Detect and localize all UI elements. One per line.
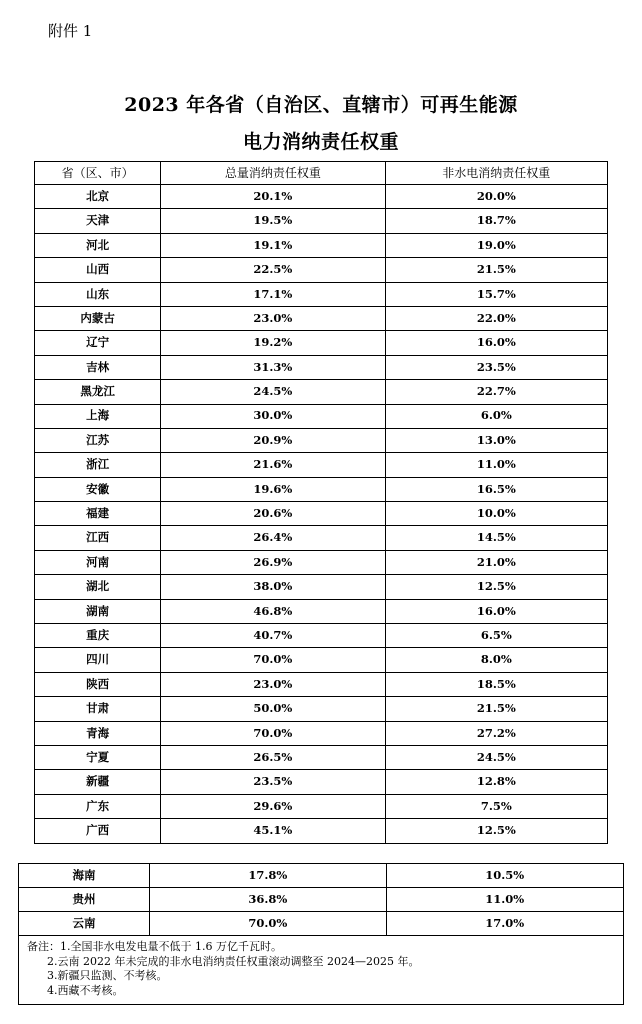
table-row	[35, 819, 608, 843]
total-weight-cell: 23.0%	[161, 672, 385, 696]
province-cell: 山西	[35, 258, 161, 282]
non-hydro-weight-cell: 27.2%	[385, 721, 607, 745]
non-hydro-weight-cell: 12.5%	[385, 575, 607, 599]
non-hydro-weight-cell: 12.8%	[385, 770, 607, 794]
table-row	[35, 428, 608, 452]
non-hydro-weight-cell: 11.0%	[385, 453, 607, 477]
document-title-line2: 电力消纳责任权重	[242, 131, 399, 153]
table-row	[35, 258, 608, 282]
notes-row	[19, 936, 624, 1005]
total-weight-cell: 17.1%	[161, 282, 385, 306]
total-weight-cell: 70.0%	[161, 721, 385, 745]
total-weight-cell: 19.1%	[161, 233, 385, 257]
province-cell: 河北	[35, 233, 161, 257]
province-cell: 广西	[35, 819, 161, 843]
province-cell: 内蒙古	[35, 306, 161, 330]
total-weight-cell: 45.1%	[161, 819, 385, 843]
non-hydro-weight-cell: 16.0%	[385, 331, 607, 355]
non-hydro-weight-cell: 16.5%	[385, 477, 607, 501]
total-weight-cell: 20.1%	[161, 185, 385, 209]
non-hydro-weight-cell: 12.5%	[385, 819, 607, 843]
province-cell: 陕西	[35, 672, 161, 696]
document-title-line1: 2023 年各省（自治区、直辖市）可再生能源	[124, 94, 518, 116]
table-row	[35, 648, 608, 672]
non-hydro-weight-cell: 21.5%	[385, 697, 607, 721]
table-row	[35, 599, 608, 623]
table-row	[19, 864, 624, 888]
non-hydro-weight-cell: 14.5%	[385, 526, 607, 550]
non-hydro-weight-cell: 8.0%	[385, 648, 607, 672]
province-cell: 青海	[35, 721, 161, 745]
province-cell: 北京	[35, 185, 161, 209]
total-weight-cell: 70.0%	[161, 648, 385, 672]
province-cell: 湖南	[35, 599, 161, 623]
table-row	[35, 185, 608, 209]
table-row	[35, 794, 608, 818]
note-line: 4.西藏不考核。	[47, 983, 124, 997]
non-hydro-weight-cell: 15.7%	[385, 282, 607, 306]
province-cell: 江苏	[35, 428, 161, 452]
province-cell: 重庆	[35, 624, 161, 648]
province-cell: 浙江	[35, 453, 161, 477]
non-hydro-weight-cell: 22.0%	[385, 306, 607, 330]
table-row	[35, 453, 608, 477]
non-hydro-weight-cell: 23.5%	[385, 355, 607, 379]
province-cell: 湖北	[35, 575, 161, 599]
total-weight-cell: 20.9%	[161, 428, 385, 452]
table-row	[35, 380, 608, 404]
non-hydro-weight-cell: 21.5%	[385, 258, 607, 282]
total-weight-cell: 17.8%	[150, 864, 386, 888]
table-row	[35, 624, 608, 648]
notes-cell	[19, 936, 624, 1005]
table-row	[35, 404, 608, 428]
table-header-row	[35, 162, 608, 185]
table-row	[35, 550, 608, 574]
table-row	[35, 745, 608, 769]
note-line: 2.云南 2022 年未完成的非水电消纳责任权重滚动调整至 2024—2025 年。	[47, 954, 420, 968]
total-weight-cell: 26.9%	[161, 550, 385, 574]
province-cell: 新疆	[35, 770, 161, 794]
note-line: 3.新疆只监测、不考核。	[47, 969, 168, 983]
table-row	[35, 697, 608, 721]
table-row	[35, 721, 608, 745]
table-row	[35, 477, 608, 501]
total-weight-cell: 22.5%	[161, 258, 385, 282]
table-row	[35, 331, 608, 355]
province-cell: 海南	[19, 864, 150, 888]
province-cell: 福建	[35, 502, 161, 526]
non-hydro-weight-cell: 18.5%	[385, 672, 607, 696]
non-hydro-weight-cell: 7.5%	[385, 794, 607, 818]
total-weight-cell: 40.7%	[161, 624, 385, 648]
province-cell: 宁夏	[35, 745, 161, 769]
province-cell: 云南	[19, 912, 150, 936]
column-header: 总量消纳责任权重	[161, 162, 385, 185]
total-weight-cell: 26.5%	[161, 745, 385, 769]
province-cell: 广东	[35, 794, 161, 818]
table-row	[35, 526, 608, 550]
total-weight-cell: 50.0%	[161, 697, 385, 721]
non-hydro-weight-cell: 6.5%	[385, 624, 607, 648]
non-hydro-weight-cell: 11.0%	[386, 888, 623, 912]
non-hydro-weight-cell: 21.0%	[385, 550, 607, 574]
total-weight-cell: 29.6%	[161, 794, 385, 818]
total-weight-cell: 31.3%	[161, 355, 385, 379]
non-hydro-weight-cell: 16.0%	[385, 599, 607, 623]
province-cell: 上海	[35, 404, 161, 428]
non-hydro-weight-cell: 18.7%	[385, 209, 607, 233]
table-row	[35, 209, 608, 233]
total-weight-cell: 21.6%	[161, 453, 385, 477]
province-cell: 江西	[35, 526, 161, 550]
province-cell: 四川	[35, 648, 161, 672]
non-hydro-weight-cell: 20.0%	[385, 185, 607, 209]
non-hydro-weight-cell: 10.0%	[385, 502, 607, 526]
table-row	[19, 888, 624, 912]
table-row	[35, 770, 608, 794]
province-cell: 辽宁	[35, 331, 161, 355]
table-row	[35, 282, 608, 306]
table-row	[35, 306, 608, 330]
column-header: 非水电消纳责任权重	[385, 162, 607, 185]
total-weight-cell: 23.0%	[161, 306, 385, 330]
total-weight-cell: 24.5%	[161, 380, 385, 404]
total-weight-cell: 30.0%	[161, 404, 385, 428]
total-weight-cell: 19.5%	[161, 209, 385, 233]
table-row	[35, 355, 608, 379]
column-header: 省（区、市）	[35, 162, 161, 185]
weights-table	[34, 161, 608, 844]
province-cell: 贵州	[19, 888, 150, 912]
province-cell: 山东	[35, 282, 161, 306]
table-row	[35, 575, 608, 599]
province-cell: 安徽	[35, 477, 161, 501]
total-weight-cell: 20.6%	[161, 502, 385, 526]
total-weight-cell: 70.0%	[150, 912, 386, 936]
non-hydro-weight-cell: 19.0%	[385, 233, 607, 257]
total-weight-cell: 26.4%	[161, 526, 385, 550]
table-row	[35, 672, 608, 696]
non-hydro-weight-cell: 17.0%	[386, 912, 623, 936]
non-hydro-weight-cell: 13.0%	[385, 428, 607, 452]
province-cell: 甘肃	[35, 697, 161, 721]
attachment-label: 附件 1	[48, 22, 93, 40]
total-weight-cell: 19.6%	[161, 477, 385, 501]
note-line: 备注：1.全国非水电发电量不低于 1.6 万亿千瓦时。	[27, 940, 282, 953]
table-row	[35, 502, 608, 526]
non-hydro-weight-cell: 24.5%	[385, 745, 607, 769]
non-hydro-weight-cell: 22.7%	[385, 380, 607, 404]
table-row	[35, 233, 608, 257]
weights-table-continued	[18, 863, 624, 1005]
province-cell: 吉林	[35, 355, 161, 379]
total-weight-cell: 38.0%	[161, 575, 385, 599]
total-weight-cell: 46.8%	[161, 599, 385, 623]
total-weight-cell: 19.2%	[161, 331, 385, 355]
province-cell: 天津	[35, 209, 161, 233]
non-hydro-weight-cell: 6.0%	[385, 404, 607, 428]
total-weight-cell: 36.8%	[150, 888, 386, 912]
non-hydro-weight-cell: 10.5%	[386, 864, 623, 888]
total-weight-cell: 23.5%	[161, 770, 385, 794]
province-cell: 黑龙江	[35, 380, 161, 404]
province-cell: 河南	[35, 550, 161, 574]
table-row	[19, 912, 624, 936]
